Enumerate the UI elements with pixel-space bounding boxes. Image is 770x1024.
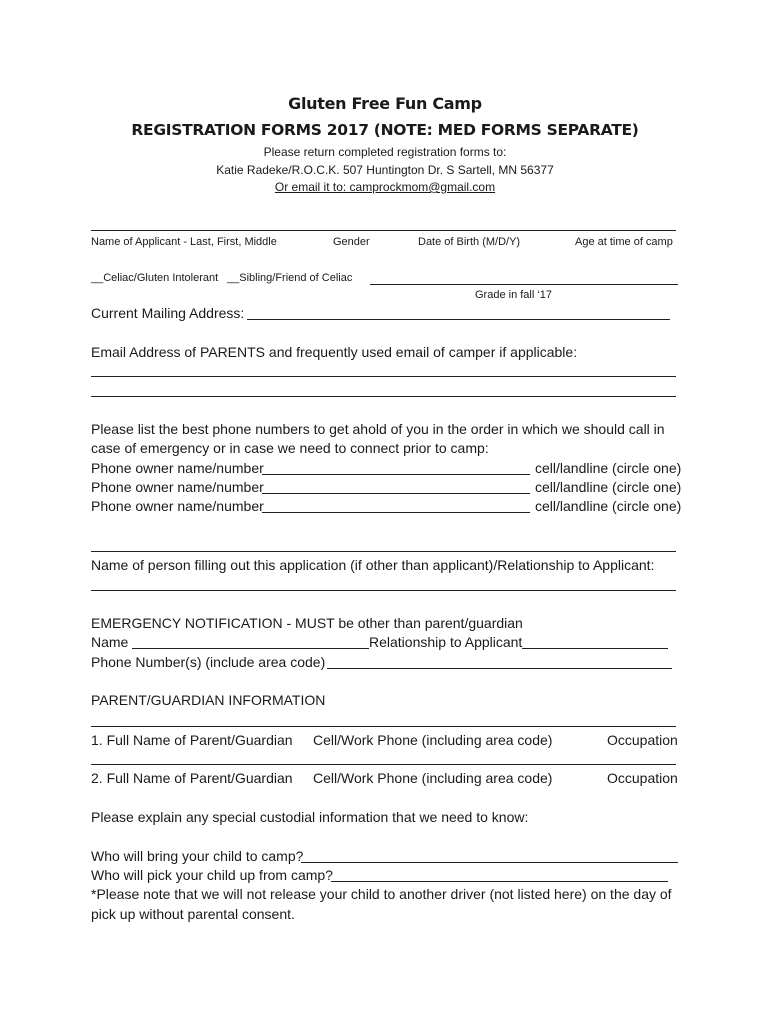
phone-row-3-line[interactable] [262,512,530,513]
bring-child-label: Who will bring your child to camp? [91,848,304,864]
email-line-1[interactable] [91,376,676,377]
applicant-name-label: Name of Applicant - Last, First, Middle [91,236,277,248]
dob-label: Date of Birth (M/D/Y) [418,236,521,248]
mailing-address-label: Current Mailing Address: [91,305,245,321]
form-title: REGISTRATION FORMS 2017 (NOTE: MED FORMS SEPARATE) [131,121,639,139]
grade-input-line[interactable] [370,284,678,285]
parent-2-occupation-label: Occupation [607,770,678,786]
phone-row-2-type[interactable]: cell/landline (circle one) [535,479,682,495]
parent-1-name-label: 1. Full Name of Parent/Guardian [91,732,293,748]
phone-row-1-type[interactable]: cell/landline (circle one) [535,460,682,476]
emergency-relationship-label: Relationship to Applicant [369,634,523,650]
celiac-option[interactable]: __Celiac/Gluten Intolerant [91,272,219,284]
phone-row-1-line[interactable] [262,474,530,475]
emergency-phone-line[interactable] [327,668,672,669]
applicant-input-line[interactable] [91,230,676,231]
emergency-heading: EMERGENCY NOTIFICATION - MUST be other than parent/guardian [91,615,523,631]
phone-row-2-line[interactable] [262,493,530,494]
parent-1-occupation-label: Occupation [607,732,678,748]
custodial-label: Please explain any special custodial information that we need to know: [91,809,529,825]
emergency-name-line[interactable] [132,648,369,649]
parents-heading: PARENT/GUARDIAN INFORMATION [91,692,326,708]
parent-1-line[interactable] [91,726,676,727]
phone-row-2-label: Phone owner name/number [91,479,264,495]
parent-2-name-label: 2. Full Name of Parent/Guardian [91,770,293,786]
gender-label: Gender [333,236,370,248]
emergency-relationship-line[interactable] [522,648,668,649]
pickup-child-label: Who will pick your child up from camp? [91,867,333,883]
phone-row-3-label: Phone owner name/number [91,498,264,514]
bring-child-line[interactable] [301,862,678,863]
emergency-phone-label: Phone Number(s) (include area code) [91,654,326,670]
phone-row-3-type[interactable]: cell/landline (circle one) [535,498,682,514]
camp-name: Gluten Free Fun Camp [288,94,482,113]
grade-label: Grade in fall ‘17 [475,289,553,301]
age-label: Age at time of camp [575,236,673,248]
email-label: Email Address of PARENTS and frequently used email of camper if applicable: [91,344,578,360]
release-note-2: pick up without parental consent. [91,906,295,922]
phone-intro-1: Please list the best phone numbers to get ahold of you in the order in which we should call in [91,421,665,437]
release-note-1: *Please note that we will not release your child to another driver (not listed here) on the day of [91,886,672,902]
phone-intro-2: case of emergency or in case we need to connect prior to camp: [91,440,489,456]
pickup-child-line[interactable] [331,881,668,882]
parent-1-phone-label: Cell/Work Phone (including area code) [313,732,553,748]
email-line-2[interactable] [91,396,676,397]
sibling-option[interactable]: __Sibling/Friend of Celiac [227,272,353,284]
filler-label: Name of person filling out this application (if other than applicant)/Relationship to Applicant: [91,557,655,573]
email-destination-link[interactable]: Or email it to: camprockmom@gmail.com [274,180,496,194]
return-instructions: Please return completed registration forms to: [263,145,507,159]
parent-2-phone-label: Cell/Work Phone (including area code) [313,770,553,786]
filler-answer-line[interactable] [91,590,676,591]
mailing-destination: Katie Radeke/R.O.C.K. 507 Huntington Dr. S Sartell, MN 56377 [216,163,554,177]
filler-top-line[interactable] [91,551,676,552]
emergency-name-label: Name [91,634,129,650]
parent-2-line[interactable] [91,764,676,765]
mailing-address-line[interactable] [247,319,670,320]
phone-row-1-label: Phone owner name/number [91,460,264,476]
